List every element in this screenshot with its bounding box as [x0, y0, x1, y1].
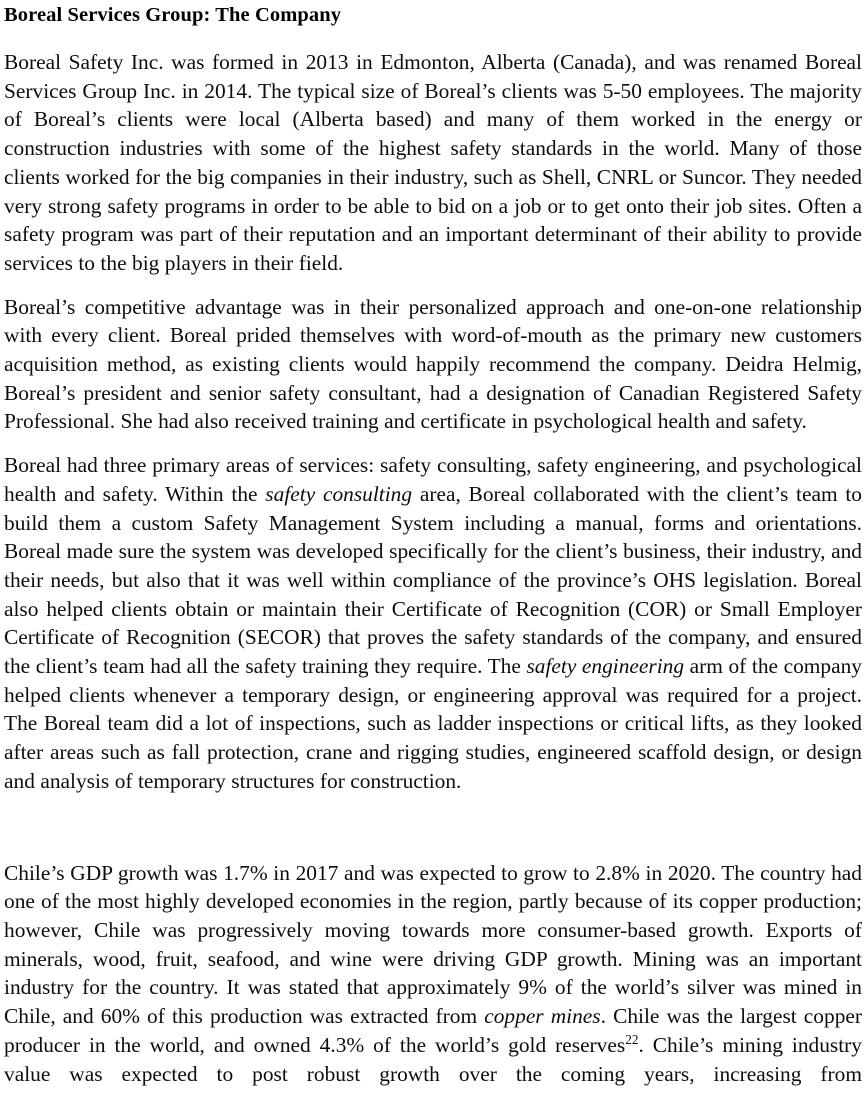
paragraph-competitive-advantage: Boreal’s competitive advantage was in their personalized approach and one-on-one relationship with every client. Boreal prided themselves with word-of-mouth as the primary new customers acquisition method, as existing clients would happily recommend the company. Deidra Helmig, Boreal’s president and senior safety consultant, had a designation of Canadian Registered Safety Professional. She had also received training and certificate in psychological health and safety.	[4, 294, 862, 434]
italic-term: safety engineering	[526, 654, 685, 679]
paragraph-chile-economy: Chile’s GDP growth was 1.7% in 2017 and was expected to grow to 2.8% in 2020. The country had one of the most highly developed economies in the region, partly because of its copper production; however, Chile was progressively moving towards more consumer-based growth. Exports of minerals, wood, fruit, seafood, and wine were driving GDP growth. Mining was an important industry for the country. It was stated that approximately 9% of the world’s silver was mined in Chile, and 60% of this production was extracted from copper mines. Chile was the largest copper producer in the world, and owned 4.3% of the world’s gold reserves$^{22}$. Chile’s mining industry value was expected to post robust growth over the coming years, increasing from	[4, 860, 862, 1086]
paragraph-service-areas: Boreal had three primary areas of services: safety consulting, safety engineering, and psychological health and safety. Within the safety consulting area, Boreal collaborated with the client’s team to build them a custom Safety Management System including a manual, forms and orientations. Boreal made sure the system was developed specifically for the client’s business, their industry, and their needs, but also that it was well within compliance of the province’s OHS legislation. Boreal also helped clients obtain or maintain their Certificate of Recognition (COR) or Small Employer Certificate of Recognition (SECOR) that proves the safety standards of the company, and ensured the client’s team had all the safety training they require. The safety engineering arm of the company helped clients whenever a temporary design, or engineering approval was required for a project. The Boreal team did a lot of inspections, such as ladder inspections or critical lifts, as they looked after areas such as fall protection, crane and rigging studies, engineered scaffold design, or design and analysis of temporary structures for construction.	[4, 453, 862, 793]
footnote-reference: 22	[625, 1031, 639, 1047]
italic-term: copper mines	[484, 1004, 601, 1029]
page-title: Boreal Services Group: The Company	[4, 4, 342, 26]
paragraph-company-formation: Boreal Safety Inc. was formed in 2013 in Edmonton, Alberta (Canada), and was renamed Boreal Services Group Inc. in 2014. The typical size of Boreal’s clients was 5-50 employees. The majority of Boreal’s clients were local (Alberta based) and many of them worked in the energy or construction industries with some of the highest safety standards in the world. Many of those clients worked for the big companies in their industry, such as Shell, CNRL or Suncor. They needed very strong safety programs in order to be able to bid on a job or to get onto their job sites. Often a safety program was part of their reputation and an important determinant of their ability to provide services to the big players in their field.	[4, 50, 862, 275]
document-page	[0, 2, 866, 1086]
italic-term: safety consulting	[265, 481, 413, 506]
